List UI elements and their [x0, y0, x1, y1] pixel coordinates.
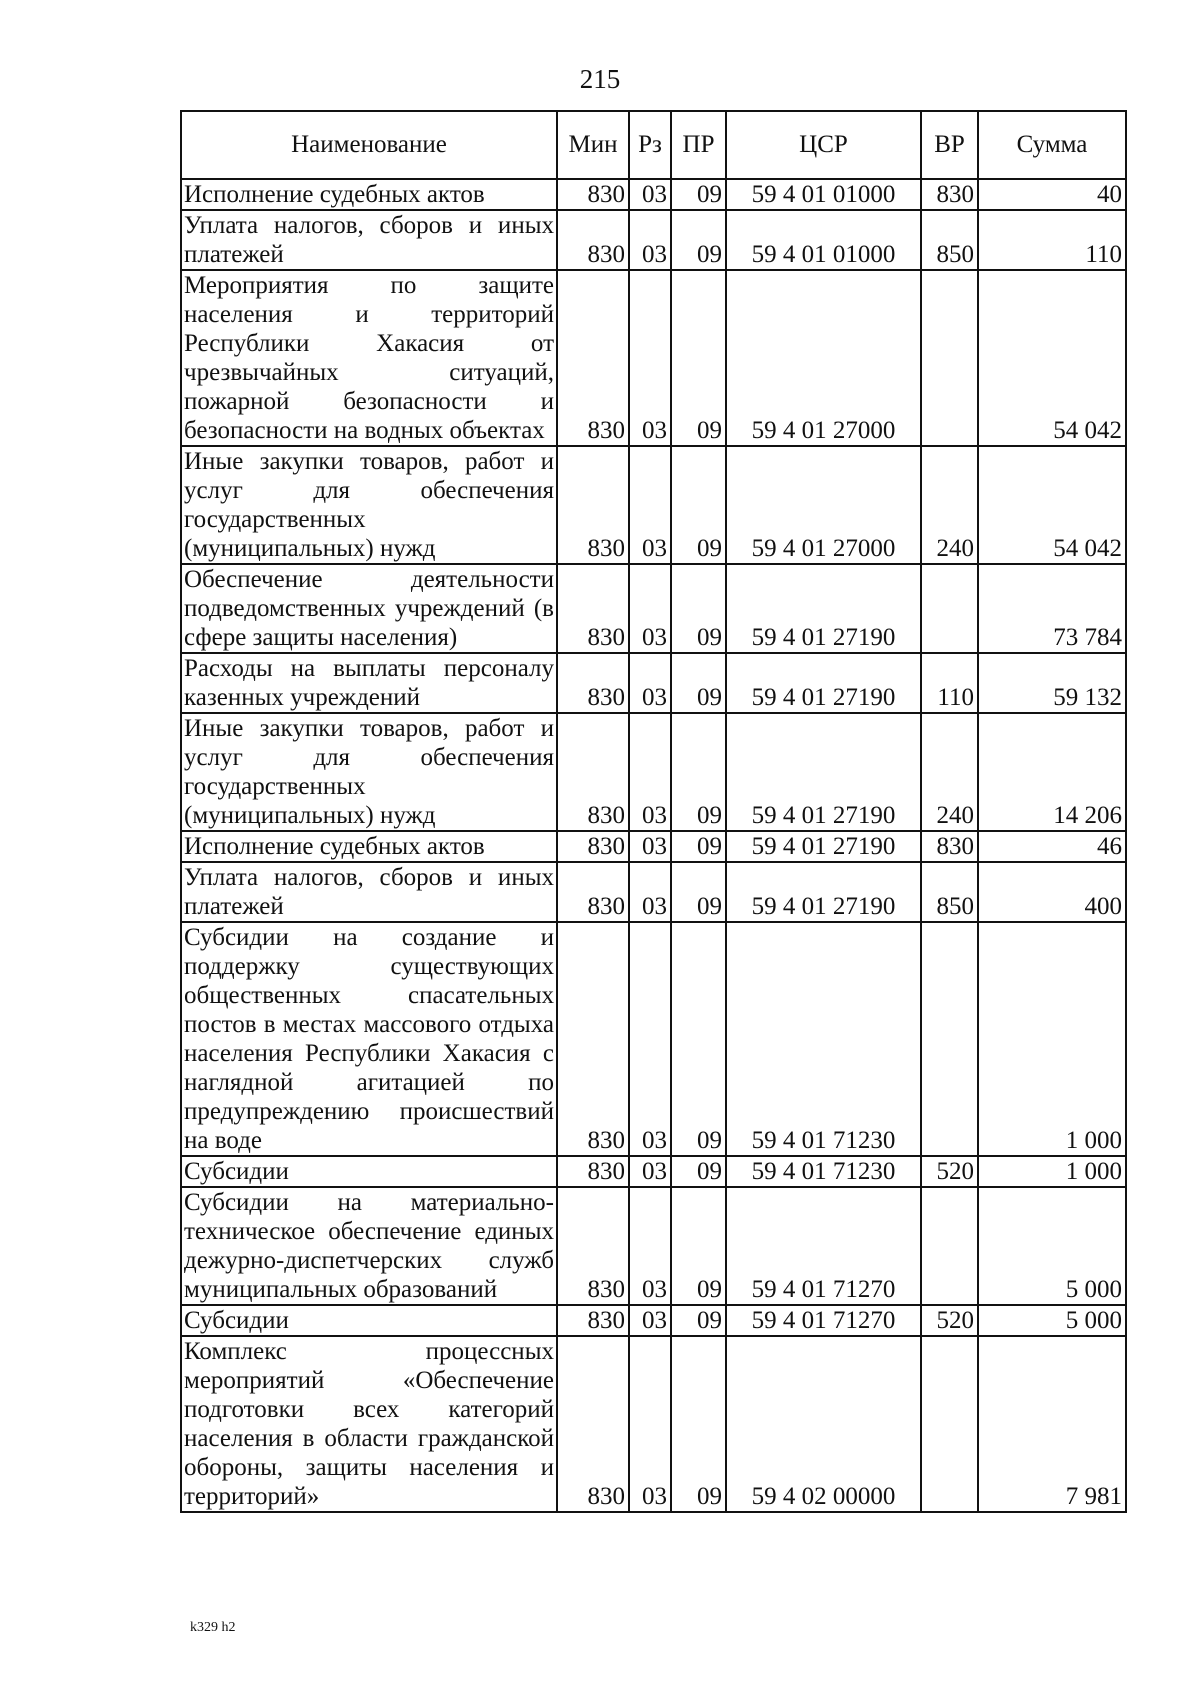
- header-vr: ВР: [921, 111, 978, 179]
- cell-vr: 520: [921, 1156, 978, 1187]
- cell-sum: 40: [978, 179, 1126, 210]
- cell-rz: 03: [629, 1336, 671, 1512]
- cell-csr: 59 4 01 71270: [726, 1305, 921, 1336]
- cell-min: 830: [557, 1156, 629, 1187]
- cell-pr: 09: [671, 653, 726, 713]
- cell-csr: 59 4 01 01000: [726, 210, 921, 270]
- cell-rz: 03: [629, 270, 671, 446]
- table-row: [181, 1305, 1126, 1336]
- cell-sum: 7 981: [978, 1336, 1126, 1512]
- cell-name: Субсидии на материально-техническое обеспечение единых дежурно-диспетчерских служб муниципальных образований: [181, 1187, 557, 1305]
- cell-vr: [921, 1187, 978, 1305]
- cell-csr: 59 4 01 27190: [726, 564, 921, 653]
- table-row: [181, 179, 1126, 210]
- table-row: [181, 210, 1126, 270]
- table-row: [181, 1187, 1126, 1305]
- header-row: [181, 111, 1126, 179]
- table-row: [181, 1336, 1126, 1512]
- cell-rz: 03: [629, 1156, 671, 1187]
- cell-sum: 5 000: [978, 1187, 1126, 1305]
- cell-name: Субсидии: [181, 1156, 557, 1187]
- cell-csr: 59 4 01 27000: [726, 446, 921, 564]
- cell-csr: 59 4 01 71270: [726, 1187, 921, 1305]
- cell-vr: [921, 922, 978, 1156]
- cell-min: 830: [557, 653, 629, 713]
- cell-rz: 03: [629, 831, 671, 862]
- cell-sum: 46: [978, 831, 1126, 862]
- cell-vr: 830: [921, 179, 978, 210]
- cell-pr: 09: [671, 862, 726, 922]
- cell-min: 830: [557, 270, 629, 446]
- cell-pr: 09: [671, 446, 726, 564]
- cell-csr: 59 4 01 27190: [726, 862, 921, 922]
- cell-pr: 09: [671, 831, 726, 862]
- cell-pr: 09: [671, 713, 726, 831]
- cell-sum: 110: [978, 210, 1126, 270]
- cell-name: Иные закупки товаров, работ и услуг для обеспечения государственных (муниципальных) нужд: [181, 713, 557, 831]
- page-number: 215: [579, 64, 621, 94]
- cell-pr: 09: [671, 564, 726, 653]
- cell-pr: 09: [671, 270, 726, 446]
- cell-vr: 830: [921, 831, 978, 862]
- cell-rz: 03: [629, 653, 671, 713]
- cell-csr: 59 4 01 71230: [726, 922, 921, 1156]
- cell-sum: 14 206: [978, 713, 1126, 831]
- table-row: [181, 270, 1126, 446]
- table-row: [181, 1156, 1126, 1187]
- cell-sum: 5 000: [978, 1305, 1126, 1336]
- cell-sum: 73 784: [978, 564, 1126, 653]
- cell-rz: 03: [629, 564, 671, 653]
- table-row: [181, 862, 1126, 922]
- header-min: Мин: [557, 111, 629, 179]
- cell-csr: 59 4 01 71230: [726, 1156, 921, 1187]
- cell-name: Субсидии: [181, 1305, 557, 1336]
- cell-vr: 850: [921, 210, 978, 270]
- cell-pr: 09: [671, 1336, 726, 1512]
- cell-rz: 03: [629, 1187, 671, 1305]
- cell-pr: 09: [671, 210, 726, 270]
- cell-sum: 54 042: [978, 270, 1126, 446]
- cell-rz: 03: [629, 210, 671, 270]
- cell-csr: 59 4 01 27190: [726, 713, 921, 831]
- header-pr: ПР: [671, 111, 726, 179]
- cell-vr: [921, 270, 978, 446]
- table-row: [181, 831, 1126, 862]
- cell-vr: 240: [921, 713, 978, 831]
- cell-pr: 09: [671, 1156, 726, 1187]
- cell-name: Исполнение судебных актов: [181, 831, 557, 862]
- cell-rz: 03: [629, 862, 671, 922]
- table-row: [181, 446, 1126, 564]
- cell-vr: 520: [921, 1305, 978, 1336]
- cell-rz: 03: [629, 922, 671, 1156]
- cell-csr: 59 4 02 00000: [726, 1336, 921, 1512]
- header-name: Наименование: [181, 111, 557, 179]
- cell-name: Обеспечение деятельности подведомственных учреждений (в сфере защиты населения): [181, 564, 557, 653]
- table-header: [181, 111, 1126, 179]
- cell-name: Мероприятия по защите населения и территорий Республики Хакасия от чрезвычайных ситуаций, пожарной безопасности и безопасности на водных объектах: [181, 270, 557, 446]
- cell-name: Исполнение судебных актов: [181, 179, 557, 210]
- table-body: [181, 179, 1126, 1512]
- cell-pr: 09: [671, 179, 726, 210]
- table-row: [181, 653, 1126, 713]
- budget-table: [180, 110, 1127, 1513]
- cell-name: Комплекс процессных мероприятий «Обеспечение подготовки всех категорий населения в области гражданской обороны, защиты населения и территорий»: [181, 1336, 557, 1512]
- cell-sum: 400: [978, 862, 1126, 922]
- cell-pr: 09: [671, 1187, 726, 1305]
- cell-min: 830: [557, 564, 629, 653]
- cell-min: 830: [557, 862, 629, 922]
- cell-min: 830: [557, 210, 629, 270]
- cell-sum: 59 132: [978, 653, 1126, 713]
- cell-name: Иные закупки товаров, работ и услуг для обеспечения государственных (муниципальных) нужд: [181, 446, 557, 564]
- cell-pr: 09: [671, 922, 726, 1156]
- cell-name: Уплата налогов, сборов и иных платежей: [181, 210, 557, 270]
- cell-min: 830: [557, 831, 629, 862]
- header-sum: Сумма: [978, 111, 1126, 179]
- cell-rz: 03: [629, 179, 671, 210]
- cell-min: 830: [557, 922, 629, 1156]
- cell-name: Расходы на выплаты персоналу казенных учреждений: [181, 653, 557, 713]
- cell-vr: [921, 564, 978, 653]
- cell-name: Субсидии на создание и поддержку существующих общественных спасательных постов в местах массового отдыха населения Республики Хакасия с наглядной агитацией по предупреждению происшествий на воде: [181, 922, 557, 1156]
- cell-min: 830: [557, 713, 629, 831]
- cell-min: 830: [557, 446, 629, 564]
- cell-pr: 09: [671, 1305, 726, 1336]
- table-row: [181, 564, 1126, 653]
- cell-name: Уплата налогов, сборов и иных платежей: [181, 862, 557, 922]
- cell-csr: 59 4 01 27000: [726, 270, 921, 446]
- cell-rz: 03: [629, 713, 671, 831]
- cell-min: 830: [557, 1187, 629, 1305]
- cell-vr: [921, 1336, 978, 1512]
- cell-vr: 850: [921, 862, 978, 922]
- cell-csr: 59 4 01 27190: [726, 831, 921, 862]
- cell-rz: 03: [629, 446, 671, 564]
- cell-rz: 03: [629, 1305, 671, 1336]
- table-row: [181, 713, 1126, 831]
- cell-csr: 59 4 01 01000: [726, 179, 921, 210]
- cell-csr: 59 4 01 27190: [726, 653, 921, 713]
- cell-min: 830: [557, 1305, 629, 1336]
- cell-sum: 54 042: [978, 446, 1126, 564]
- footer-code: k329 h2: [190, 1620, 236, 1635]
- header-rz: Рз: [629, 111, 671, 179]
- cell-min: 830: [557, 1336, 629, 1512]
- cell-vr: 240: [921, 446, 978, 564]
- cell-min: 830: [557, 179, 629, 210]
- header-csr: ЦСР: [726, 111, 921, 179]
- cell-sum: 1 000: [978, 922, 1126, 1156]
- table-row: [181, 922, 1126, 1156]
- cell-sum: 1 000: [978, 1156, 1126, 1187]
- cell-vr: 110: [921, 653, 978, 713]
